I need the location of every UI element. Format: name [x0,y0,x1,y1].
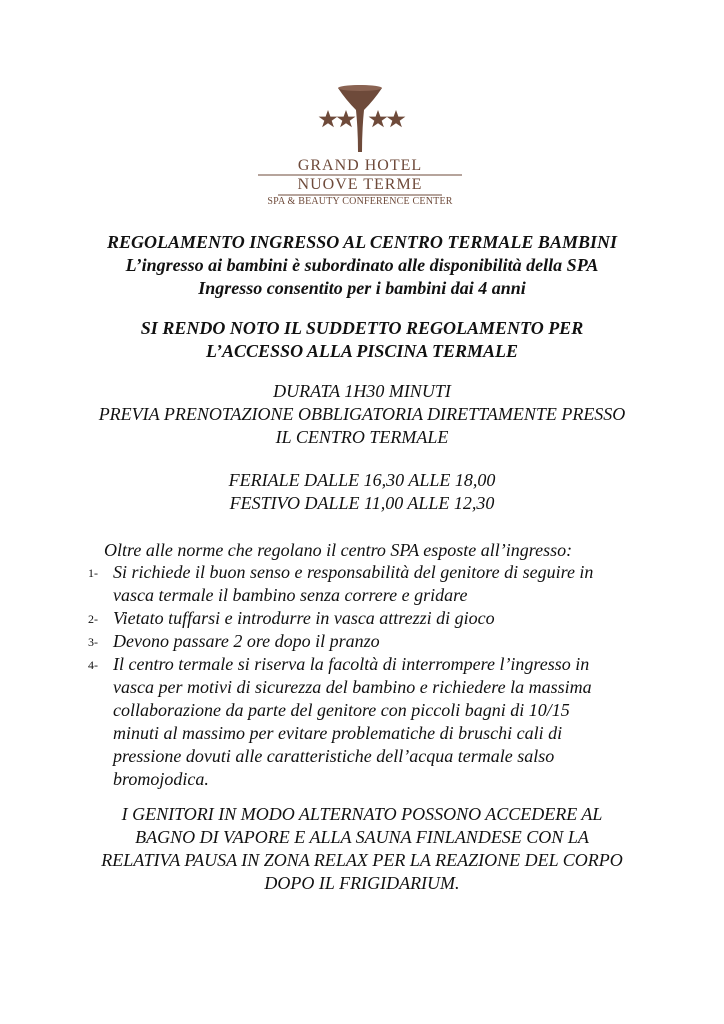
rule-line: Si richiede il buon senso e responsabilità del genitore di seguire in [113,562,594,582]
logo-hotel-name: GRAND HOTEL [297,157,423,174]
rule-line: vasca termale il bambino senza correre e gridare [113,585,468,605]
opening-hours [0,469,724,515]
list-item [88,653,648,791]
age-requirement: Ingresso consentito per i bambini dai 4 anni [198,278,526,298]
list-item [88,561,648,607]
logo-hotel-subname: NUOVE TERME [297,176,423,193]
rule-line: vasca per motivi di sicurezza del bambino e richiedere la massima [113,677,592,697]
holiday-hours: FESTIVO DALLE 11,00 ALLE 12,30 [229,493,495,513]
list-item [88,630,648,653]
booking-line: PREVIA PRENOTAZIONE OBBLIGATORIA DIRETTAMENTE PRESSO [98,404,626,424]
booking-location-line: IL CENTRO TERMALE [275,427,449,447]
rule-line: minuti al massimo per evitare problematiche di bruschi cali di [113,723,563,743]
rule-number: 3- [88,635,98,649]
parents-notice-line2: BAGNO DI VAPORE E ALLA SAUNA FINLANDESE CON LA [135,827,589,847]
rules-intro: Oltre alle norme che regolano il centro SPA esposte all’ingresso: [104,540,573,560]
rule-text [113,561,648,607]
pool-notice [0,317,724,363]
fountain-emblem-icon [250,80,470,215]
list-item [88,607,648,630]
parents-notice-line4: DOPO IL FRIGIDARIUM. [264,873,460,893]
rule-line: bromojodica. [113,769,209,789]
parents-notice-line1: I GENITORI IN MODO ALTERNATO POSSONO ACCEDERE AL [121,804,603,824]
parents-notice-line3: RELATIVA PAUSA IN ZONA RELAX PER LA REAZIONE DEL CORPO [101,850,623,870]
availability-note: L’ingresso ai bambini è subordinato alle disponibilità della SPA [125,255,599,275]
regulation-title: REGOLAMENTO INGRESSO AL CENTRO TERMALE BAMBINI [107,232,617,252]
duration-line: DURATA 1H30 MINUTI [273,381,451,401]
rule-line: Il centro termale si riserva la facoltà di interrompere l’ingresso in [113,654,590,674]
hotel-logo [250,80,470,215]
rule-number: 2- [88,612,98,626]
regulation-header [0,231,724,300]
rule-text [113,607,648,630]
duration-info [0,380,724,449]
rule-text [113,630,648,653]
pool-notice-line2: L’ACCESSO ALLA PISCINA TERMALE [206,341,518,361]
logo-tagline: SPA & BEAUTY CONFERENCE CENTER [267,196,453,207]
pool-notice-line1: SI RENDO NOTO IL SUDDETTO REGOLAMENTO PER [140,318,584,338]
rule-text [113,653,648,791]
rule-line: collaborazione da parte del genitore con piccoli bagni di 10/15 [113,700,570,720]
parents-notice [0,803,724,895]
weekday-hours: FERIALE DALLE 16,30 ALLE 18,00 [228,470,496,490]
rule-number: 4- [88,658,98,672]
rules-list [88,561,648,791]
rule-line: pressione dovuti alle caratteristiche dell’acqua termale salso [113,746,555,766]
rule-line: Devono passare 2 ore dopo il pranzo [113,631,380,651]
rule-number: 1- [88,566,98,580]
rule-line: Vietato tuffarsi e introdurre in vasca attrezzi di gioco [113,608,495,628]
